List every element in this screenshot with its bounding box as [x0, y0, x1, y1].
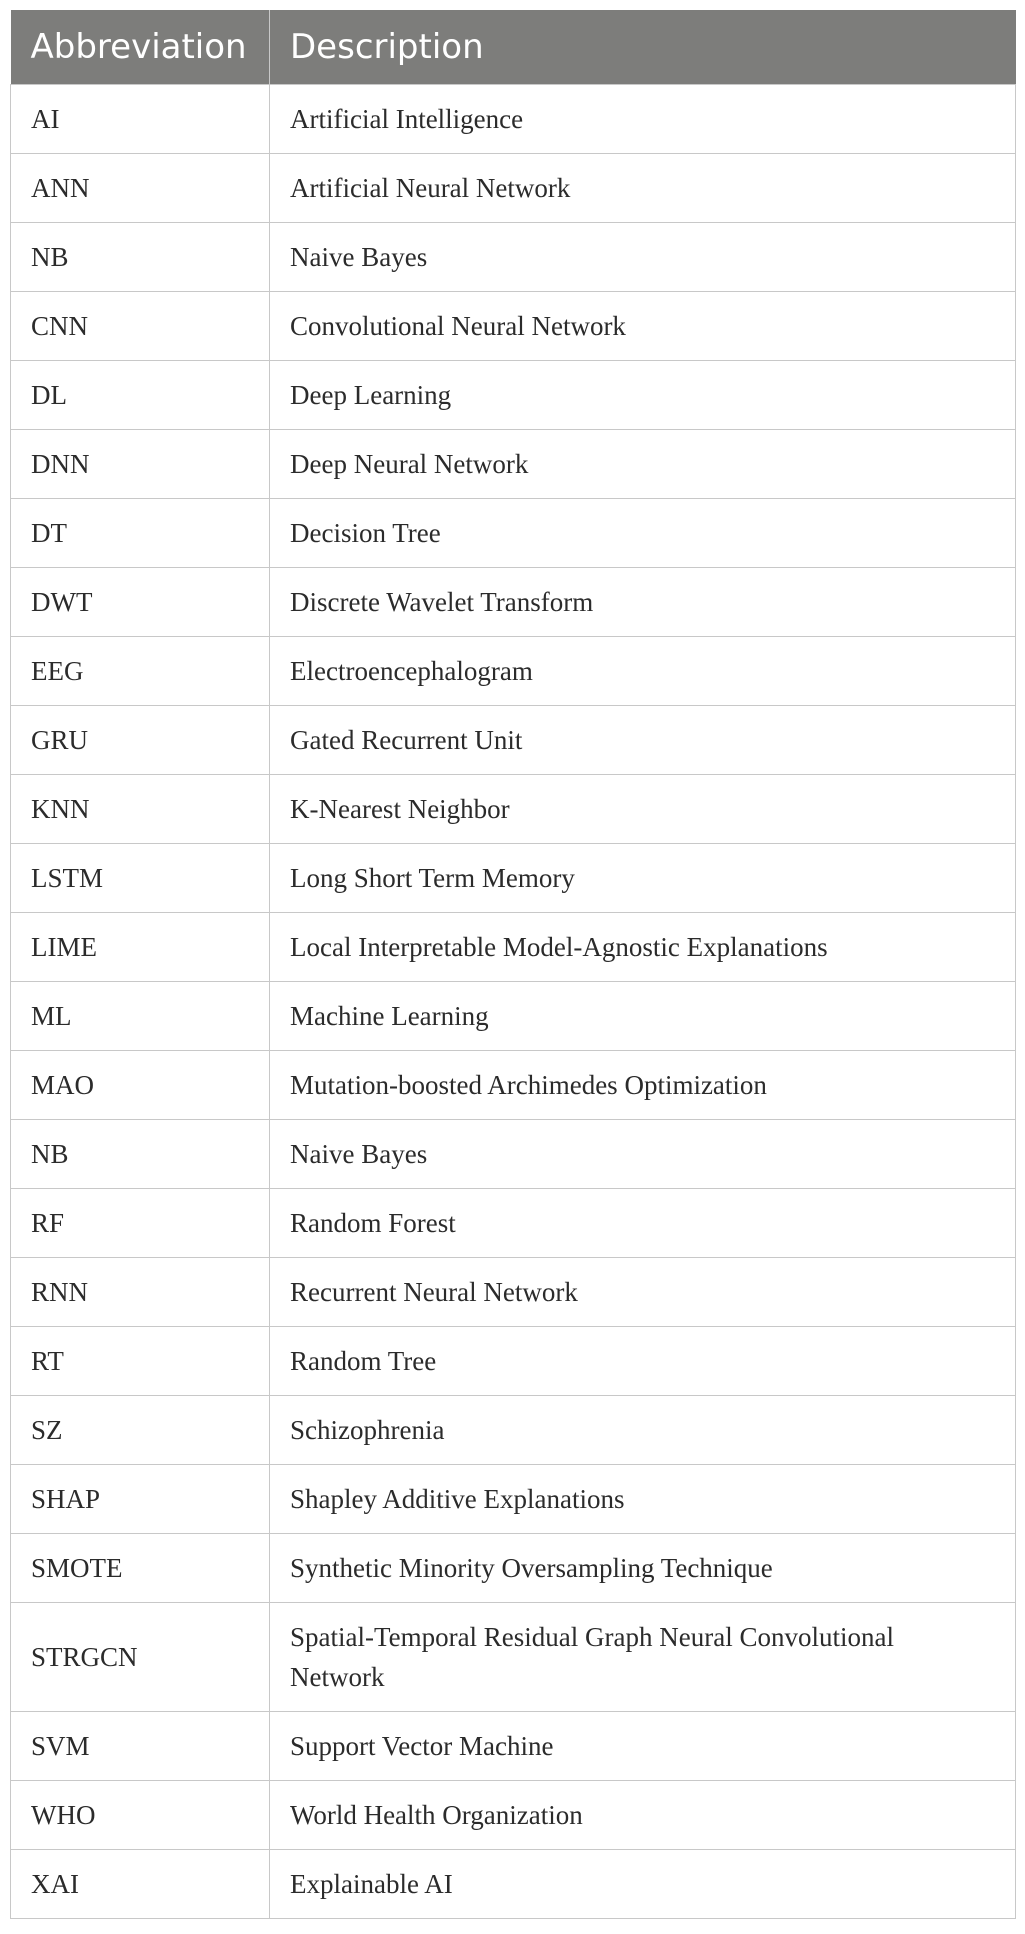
abbreviation-cell: LIME	[11, 913, 270, 982]
abbreviation-cell: DNN	[11, 430, 270, 499]
abbreviations-table	[10, 10, 1016, 1919]
description-cell: Schizophrenia	[270, 1396, 1016, 1465]
abbreviation-cell: SVM	[11, 1712, 270, 1781]
description-cell: Long Short Term Memory	[270, 844, 1016, 913]
description-cell: Support Vector Machine	[270, 1712, 1016, 1781]
table-row	[11, 85, 1016, 154]
abbreviation-cell: DWT	[11, 568, 270, 637]
table-row	[11, 1712, 1016, 1781]
table-row	[11, 1781, 1016, 1850]
table-row	[11, 1534, 1016, 1603]
table-row	[11, 499, 1016, 568]
table-row	[11, 1603, 1016, 1712]
description-cell: Deep Neural Network	[270, 430, 1016, 499]
description-cell: Naive Bayes	[270, 1120, 1016, 1189]
table-row	[11, 1051, 1016, 1120]
table-row	[11, 223, 1016, 292]
abbreviation-cell: RF	[11, 1189, 270, 1258]
description-cell: World Health Organization	[270, 1781, 1016, 1850]
abbreviation-cell: MAO	[11, 1051, 270, 1120]
description-cell: Deep Learning	[270, 361, 1016, 430]
description-cell: Random Tree	[270, 1327, 1016, 1396]
table-row	[11, 292, 1016, 361]
table-row	[11, 1396, 1016, 1465]
description-cell: Machine Learning	[270, 982, 1016, 1051]
table-row	[11, 154, 1016, 223]
abbreviation-cell: LSTM	[11, 844, 270, 913]
description-cell: Local Interpretable Model-Agnostic Explanations	[270, 913, 1016, 982]
abbreviation-cell: CNN	[11, 292, 270, 361]
description-cell: Decision Tree	[270, 499, 1016, 568]
table-row	[11, 1850, 1016, 1919]
abbreviation-cell: RNN	[11, 1258, 270, 1327]
description-cell: Recurrent Neural Network	[270, 1258, 1016, 1327]
description-cell: K-Nearest Neighbor	[270, 775, 1016, 844]
table-row	[11, 1465, 1016, 1534]
description-cell: Gated Recurrent Unit	[270, 706, 1016, 775]
table-row	[11, 1258, 1016, 1327]
description-cell: Convolutional Neural Network	[270, 292, 1016, 361]
table-row	[11, 706, 1016, 775]
table-row	[11, 913, 1016, 982]
description-cell: Explainable AI	[270, 1850, 1016, 1919]
abbreviation-cell: SMOTE	[11, 1534, 270, 1603]
abbreviation-cell: EEG	[11, 637, 270, 706]
abbreviation-cell: DL	[11, 361, 270, 430]
description-cell: Naive Bayes	[270, 223, 1016, 292]
abbreviation-cell: AI	[11, 85, 270, 154]
abbreviation-cell: STRGCN	[11, 1603, 270, 1712]
table-header	[11, 10, 1016, 85]
abbreviation-cell: KNN	[11, 775, 270, 844]
table-row	[11, 982, 1016, 1051]
abbreviation-cell: GRU	[11, 706, 270, 775]
header-description: Description	[270, 10, 1016, 85]
abbreviation-cell: DT	[11, 499, 270, 568]
table-row	[11, 361, 1016, 430]
abbreviation-cell: XAI	[11, 1850, 270, 1919]
table-row	[11, 1327, 1016, 1396]
description-cell: Discrete Wavelet Transform	[270, 568, 1016, 637]
description-cell: Shapley Additive Explanations	[270, 1465, 1016, 1534]
description-cell: Electroencephalogram	[270, 637, 1016, 706]
table-row	[11, 775, 1016, 844]
abbreviation-cell: ML	[11, 982, 270, 1051]
table-row	[11, 1120, 1016, 1189]
table-row	[11, 430, 1016, 499]
description-cell: Mutation-boosted Archimedes Optimization	[270, 1051, 1016, 1120]
table-row	[11, 1189, 1016, 1258]
abbreviation-cell: NB	[11, 1120, 270, 1189]
abbreviation-cell: RT	[11, 1327, 270, 1396]
abbreviation-cell: ANN	[11, 154, 270, 223]
table-row	[11, 568, 1016, 637]
table-body	[11, 85, 1016, 1919]
description-cell: Artificial Intelligence	[270, 85, 1016, 154]
abbreviation-cell: SHAP	[11, 1465, 270, 1534]
header-abbreviation: Abbreviation	[11, 10, 270, 85]
description-cell: Spatial-Temporal Residual Graph Neural Convolutional Network	[270, 1603, 1016, 1712]
abbreviation-cell: NB	[11, 223, 270, 292]
abbreviation-cell: SZ	[11, 1396, 270, 1465]
description-cell: Synthetic Minority Oversampling Technique	[270, 1534, 1016, 1603]
header-row	[11, 10, 1016, 85]
abbreviation-cell: WHO	[11, 1781, 270, 1850]
description-cell: Artificial Neural Network	[270, 154, 1016, 223]
table-row	[11, 637, 1016, 706]
abbreviations-table-container	[10, 10, 1015, 1919]
description-cell: Random Forest	[270, 1189, 1016, 1258]
table-row	[11, 844, 1016, 913]
